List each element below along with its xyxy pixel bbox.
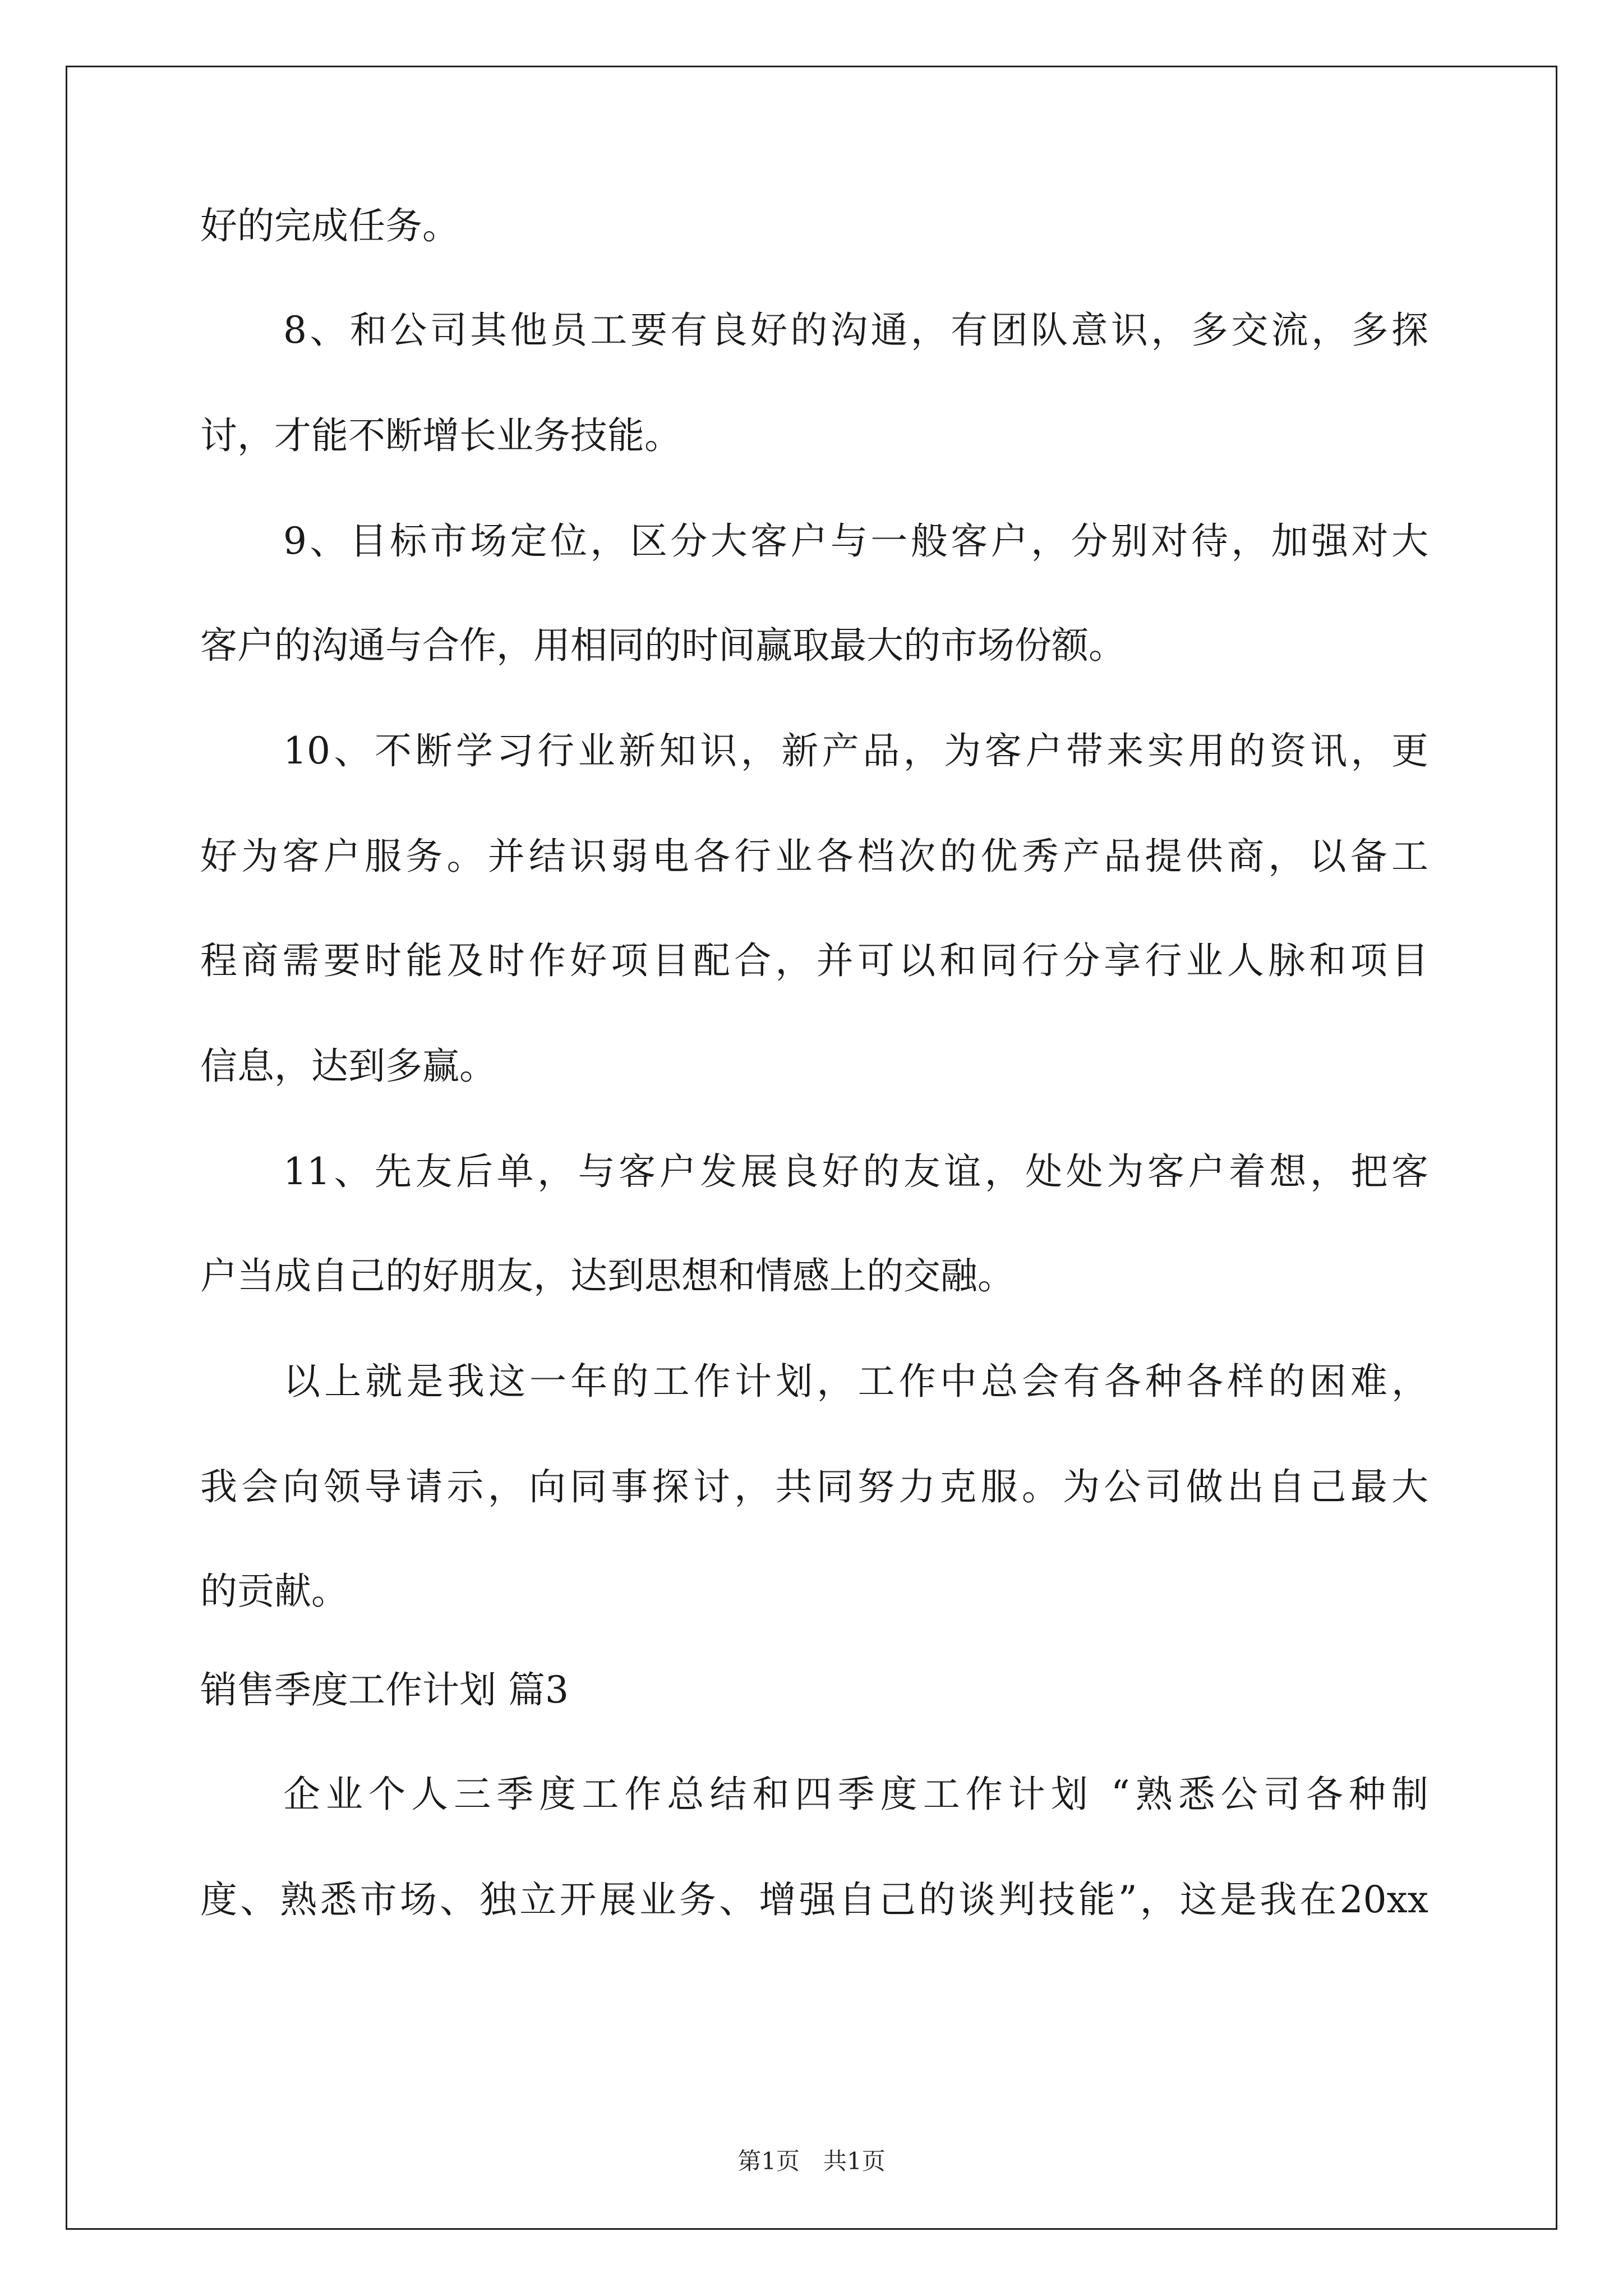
paragraph-item-9: 9、目标市场定位，区分大客户与一般客户，分别对待，加强对大 <box>283 519 1428 563</box>
paragraph-conclusion: 以上就是我这一年的工作计划，工作中总会有各种各样的困难， <box>283 1360 1428 1403</box>
page-footer: 第1页 共1页 <box>737 2147 886 2175</box>
paragraph-item-10: 10、不断学习行业新知识，新产品，为客户带来实用的资讯，更 <box>283 729 1428 772</box>
text-line: 好为客户服务。并结识弱电各行业各档次的优秀产品提供商，以备工 <box>200 835 1428 878</box>
paragraph-item-8: 8、和公司其他员工要有良好的沟通，有团队意识，多交流，多探 <box>283 309 1428 352</box>
section-heading: 销售季度工作计划 篇3 <box>200 1668 569 1711</box>
paragraph-intro: 企业个人三季度工作总结和四季度工作计划 “熟悉公司各种制 <box>283 1773 1428 1816</box>
text-line: 程商需要时能及时作好项目配合，并可以和同行分享行业人脉和项目 <box>200 939 1428 982</box>
paragraph-item-11: 11、先友后单，与客户发展良好的友谊，处处为客户着想，把客 <box>283 1150 1428 1193</box>
text-line: 客户的沟通与合作，用相同的时间赢取最大的市场份额。 <box>200 624 1126 667</box>
text-line: 我会向领导请示，向同事探讨，共同努力克服。为公司做出自己最大 <box>200 1465 1428 1508</box>
text-line: 讨，才能不断增长业务技能。 <box>200 414 681 457</box>
text-line: 的贡献。 <box>200 1570 348 1613</box>
text-line: 好的完成任务。 <box>200 204 459 247</box>
text-line: 信息，达到多赢。 <box>200 1045 496 1088</box>
text-line: 户当成自己的好朋友，达到思想和情感上的交融。 <box>200 1254 1015 1297</box>
text-line: 度、熟悉市场、独立开展业务、增强自己的谈判技能”，这是我在20xx <box>200 1878 1428 1921</box>
